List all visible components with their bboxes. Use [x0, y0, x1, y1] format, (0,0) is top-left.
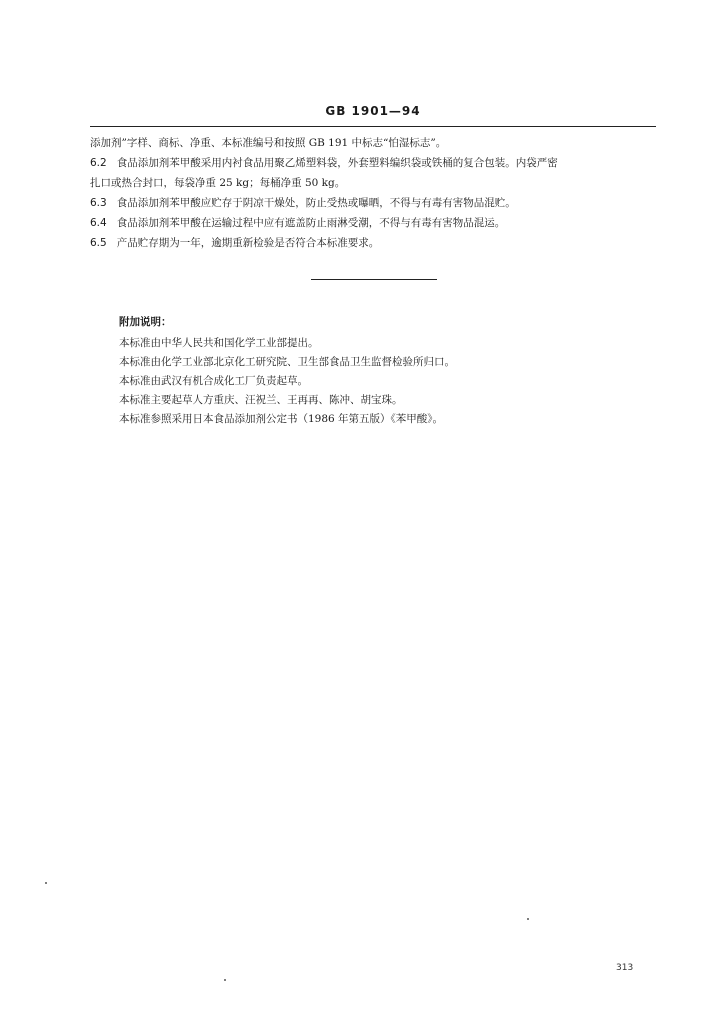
section-number: 6.3 [90, 197, 107, 209]
scan-speck [527, 918, 529, 920]
scan-speck [45, 882, 47, 884]
section-text: 食品添加剂苯甲酸采用内衬食品用聚乙烯塑料袋，外套塑料编织袋或铁桶的复合包装。内袋严密 [116, 157, 558, 169]
section-text: 食品添加剂苯甲酸应贮存于阴凉干燥处，防止受热或曝晒，不得与有毒有害物品混贮。 [116, 197, 516, 209]
note-item: 本标准主要起草人方重庆、汪祝兰、王再再、陈冲、胡宝珠。 [119, 394, 403, 406]
section-line [90, 193, 656, 213]
section-line [90, 233, 656, 253]
standard-number-header: GB 1901—94 [325, 104, 421, 118]
note-item: 本标准由武汉有机合成化工厂负责起草。 [119, 375, 308, 387]
section-6-5 [90, 233, 656, 253]
continuation-line: 添加剂”字样、商标、净重、本标准编号和按照 GB 191 中标志“怕湿标志”。 [90, 137, 447, 149]
note-item: 本标准参照采用日本食品添加剂公定书（1986 年第五版）《苯甲酸》。 [119, 413, 444, 425]
notes-title: 附加说明： [119, 316, 172, 328]
header-rule [90, 126, 656, 127]
additional-notes [119, 313, 639, 429]
section-6-3 [90, 193, 656, 213]
note-item: 本标准由中华人民共和国化学工业部提出。 [119, 337, 319, 349]
end-of-text-rule [311, 279, 437, 280]
section-line [90, 153, 656, 173]
note-item: 本标准由化学工业部北京化工研究院、卫生部食品卫生监督检验所归口。 [119, 356, 455, 368]
section-6-2 [90, 153, 656, 193]
section-number: 6.4 [90, 217, 107, 229]
section-number: 6.5 [90, 237, 107, 249]
scan-speck [224, 979, 226, 981]
section-line [90, 213, 656, 233]
section-6-4 [90, 213, 656, 233]
section-text: 食品添加剂苯甲酸在运输过程中应有遮盖防止雨淋受潮，不得与有毒有害物品混运。 [116, 217, 506, 229]
body-text [90, 133, 656, 253]
section-text: 产品贮存期为一年，逾期重新检验是否符合本标准要求。 [116, 237, 380, 249]
page-number: 313 [616, 963, 634, 973]
section-number: 6.2 [90, 157, 107, 169]
section-line: 扎口或热合封口，每袋净重 25 kg；每桶净重 50 kg。 [90, 177, 346, 189]
